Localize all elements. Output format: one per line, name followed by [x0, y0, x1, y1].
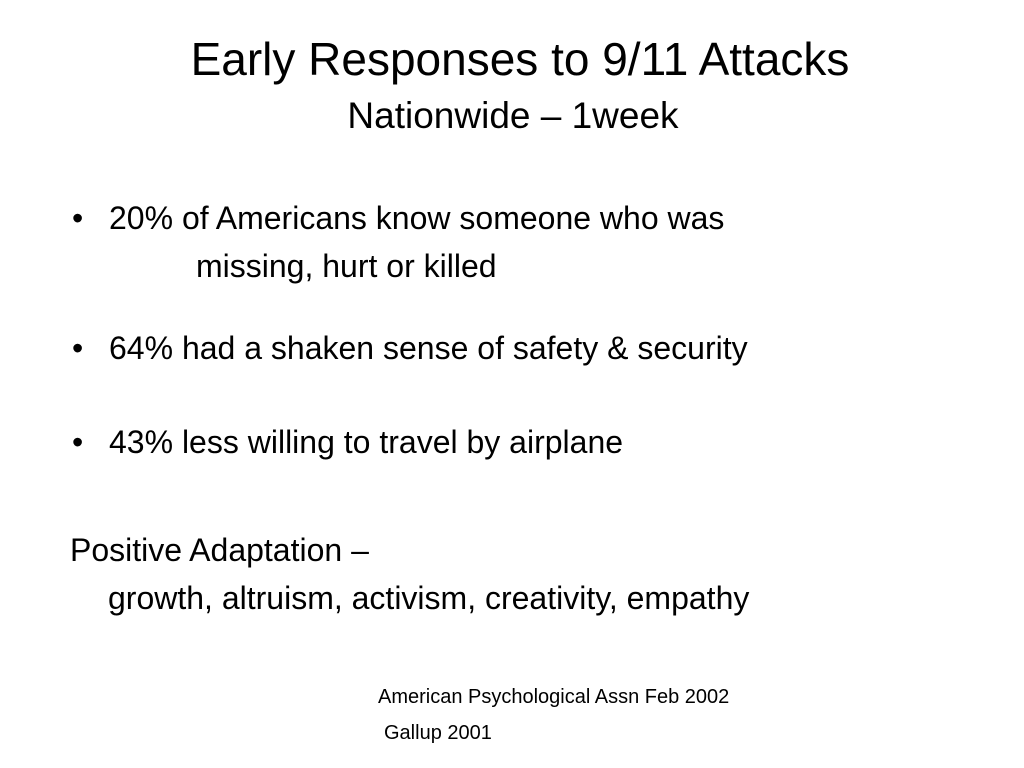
source-apa: American Psychological Assn Feb 2002: [378, 686, 730, 708]
slide-subtitle: Nationwide – 1week: [347, 95, 679, 136]
positive-adaptation-detail: growth, altruism, activism, creativity, empathy: [108, 580, 750, 616]
positive-adaptation-heading: Positive Adaptation –: [70, 532, 369, 568]
slide-title: Early Responses to 9/11 Attacks: [190, 33, 850, 85]
bullet-dot: •: [72, 200, 84, 236]
bullet-text: 43% less willing to travel by airplane: [109, 424, 624, 460]
bullet-dot: •: [72, 424, 84, 460]
source-gallup: Gallup 2001: [384, 722, 492, 744]
bullet-text-continuation: missing, hurt or killed: [196, 248, 497, 284]
bullet-text: 20% of Americans know someone who was: [109, 200, 725, 236]
bullet-dot: •: [72, 330, 84, 366]
bullet-text: 64% had a shaken sense of safety & security: [109, 330, 748, 366]
